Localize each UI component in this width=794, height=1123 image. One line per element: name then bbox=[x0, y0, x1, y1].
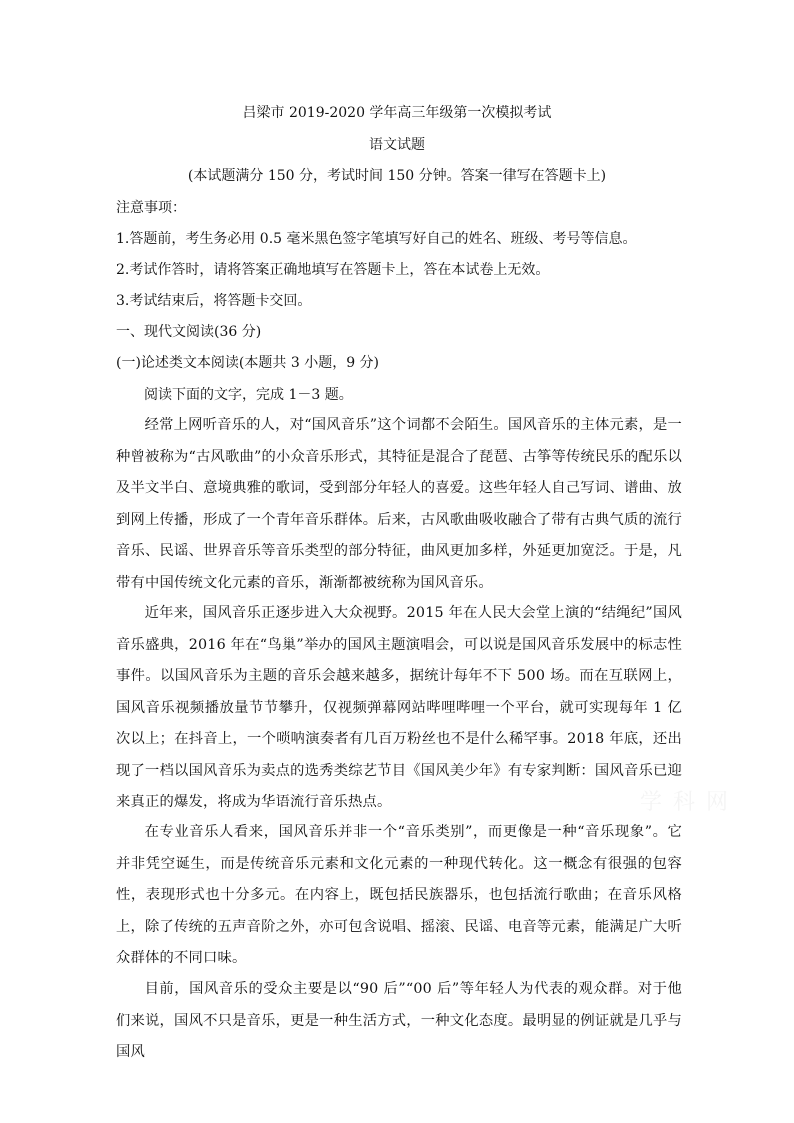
watermark: 学 科 网 bbox=[640, 790, 730, 815]
section-heading: 一、现代文阅读(36 分) bbox=[116, 324, 262, 340]
exam-note: (本试题满分 150 分，考试时间 150 分钟。答案一律写在答题卡上) bbox=[187, 168, 607, 184]
exam-subject: 语文试题 bbox=[369, 137, 425, 153]
passage-paragraph-2: 近年来，国风音乐正逐步进入大众视野。2015 年在人民大会堂上演的“结绳纪”国风音乐盛典，2016 年在“鸟巢”举办的国风主题演唱会，可以说是国风音乐发展中的标志性事件。以国风音乐为主题的音乐会越来越多，据统计每年不下 500 场。而在互联网上，国风音乐视频播放量节节攀升，仅视频弹幕网站哔哩哔哩一个平台，就可实现每年 1 亿次以上；在抖音上，一个唢呐演奏者有几百万粉丝也不是什么稀罕事。2018 年底，还出现了一档以国风音乐为卖点的选秀类综艺节目《国风美少年》有专家判断：国风音乐已迎来真正的爆发，将成为华语流行音乐热点。 bbox=[116, 605, 682, 810]
exam-title: 吕梁市 2019-2020 学年高三年级第一次模拟考试 bbox=[242, 105, 552, 121]
instructions-heading: 注意事项： bbox=[116, 200, 186, 216]
section-subheading: (一)论述类文本阅读(本题共 3 小题，9 分) bbox=[116, 355, 380, 371]
instruction-item: 1.答题前，考生务必用 0.5 毫米黑色签字笔填写好自己的姓名、班级、考号等信息。 bbox=[116, 231, 637, 247]
instruction-item: 2.考试作答时，请将答案正确地填写在答题卡上，答在本试卷上无效。 bbox=[116, 262, 550, 278]
passage-paragraph-4: 目前，国风音乐的受众主要是以“90 后”“00 后”等年轻人为代表的观众群。对于他们来说，国风不只是音乐，更是一种生活方式，一种文化态度。最明显的例证就是几乎与国风 bbox=[116, 981, 682, 1060]
passage-paragraph-3: 在专业音乐人看来，国风音乐并非一个“音乐类别”，而更像是一种“音乐现象”。它并非凭空诞生，而是传统音乐元素和文化元素的一种现代转化。这一概念有很强的包容性，表现形式也十分多元。在内容上，既包括民族器乐，也包括流行歌曲；在音乐风格上，除了传统的五声音阶之外，亦可包含说唱、摇滚、民谣、电音等元素，能满足广大听众群体的不同口味。 bbox=[116, 824, 682, 966]
passage-paragraph-1: 经常上网听音乐的人，对“国风音乐”这个词都不会陌生。国风音乐的主体元素，是一种曾被称为“古风歌曲”的小众音乐形式，其特征是混合了琵琶、古筝等传统民乐的配乐以及半文半白、意境典雅的歌词，受到部分年轻人的喜爱。这些年轻人自己写词、谱曲、放到网上传播，形成了一个青年音乐群体。后来，古风歌曲吸收融合了带有古典气质的流行音乐、民谣、世界音乐等音乐类型的部分特征，曲风更加多样，外延更加宽泛。于是，凡带有中国传统文化元素的音乐，渐渐都被统称为国风音乐。 bbox=[116, 417, 682, 591]
reading-prompt: 阅读下面的文字，完成 1－3 题。 bbox=[144, 387, 353, 403]
instruction-item: 3.考试结束后，将答题卡交回。 bbox=[116, 293, 312, 309]
